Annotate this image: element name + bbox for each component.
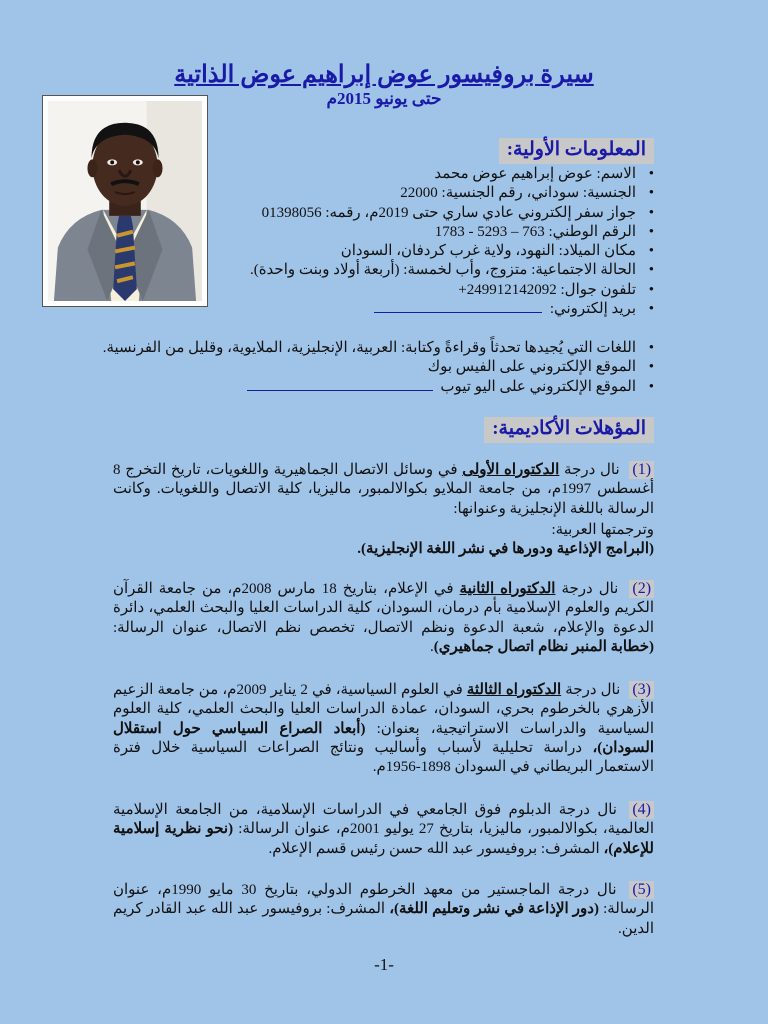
document-subtitle: حتى يونيو 2015م (326, 89, 442, 108)
email-link[interactable] (374, 300, 542, 313)
youtube-label: الموقع الإلكتروني على اليو تيوب (440, 378, 636, 395)
entry-1-details: في وسائل الاتصال الجماهيرية واللغويات، تاريخ التخرج 8 أغسطس 1997م، من جامعة الملايو بكوالالمبور، ماليزيا، كلية الاتصال واللغويات. وكانت الرسالة باللغة الإنجليزية وعنوانها: (113, 462, 654, 517)
entry-2-prefix: نال درجة (561, 581, 619, 597)
entry-number-1: (1) (629, 461, 654, 479)
entry-number-5: (5) (629, 881, 654, 899)
entry-3-thesis-title: (أبعاد الصراع السياسي حول استقلال السودان)، (113, 720, 655, 756)
academic-entry-3 (113, 681, 654, 777)
email-label: بريد إلكتروني: (549, 301, 636, 318)
entry-4-thesis-title: (نحو نظرية إسلامية للإعلام)، (113, 821, 654, 857)
entry-4-supervisor: المشرف: بروفيسور عبد الله حسن رئيس قسم الإعلام. (268, 840, 600, 857)
entry-4-details: نال درجة الدبلوم فوق الجامعي في الدراسات الإسلامية، من الجامعة الإسلامية العالمية، بكوالالمبور، ماليزيا، بتاريخ 27 يوليو 2001م، عنوان الرسالة: (113, 802, 654, 838)
entry-5-thesis-title: (دور الإذاعة في نشر وتعليم اللغة)، (389, 901, 599, 918)
list-item-languages: • اللغات التي يُجيدها تحدثاً وقراءةً وكتابة: العربية، الإنجليزية، الملايوية، وقليل من الفرنسية. (156, 339, 656, 358)
entry-5-supervisor: المشرف: بروفيسور عبد الله عبد القادر كريم الدين. (113, 901, 654, 937)
entry-1-translation-label: وترجمتها العربية: (551, 522, 654, 538)
extra-info-list (102, 339, 656, 397)
entry-5-details: نال درجة الماجستير من معهد الخرطوم الدولي، بتاريخ 30 مايو 1990م، عنوان الرسالة: (113, 882, 655, 918)
academic-entry-4 (113, 801, 654, 859)
academic-entry-1 (113, 461, 654, 519)
list-item-national-id: • الرقم الوطني: 763 – 5293 - 1783 (156, 223, 656, 242)
entry-2-end: . (430, 638, 434, 655)
page-number: -1- (374, 955, 394, 974)
entry-1-degree: الدكتوراه الأولى (462, 462, 560, 478)
list-item-mobile: • تلفون جوال: 249912142092+ (156, 281, 656, 300)
list-item-nationality: • الجنسية: سوداني، رقم الجنسية: 22000 (156, 184, 656, 203)
list-item-birthplace: • مكان الميلاد: النهود، ولاية غرب كردفان، السودان (156, 242, 656, 261)
entry-2-degree: الدكتوراه الثانية (459, 581, 556, 597)
entry-3-degree: الدكتوراه الثالثة (466, 682, 562, 698)
entry-2-details: في الإعلام، بتاريخ 18 مارس 2008م، من جامعة القرآن الكريم والعلوم الإسلامية بأم درمان، السودان، كلية الدراسات العليا والبحث العلمي، دائرة الدعوة والإعلام، شعبة الدعوة ونظم الاتصال، تخصص نظم الاتصال، عنوان الرسالة: (113, 581, 654, 636)
section-heading-academic: المؤهلات الأكاديمية: (484, 417, 654, 443)
entry-number-3: (3) (629, 681, 654, 699)
document-title: سيرة بروفيسور عوض إبراهيم عوض الذاتية (174, 62, 594, 88)
entry-2-thesis-title: (خطابة المنبر نظام اتصال جماهيري) (433, 638, 654, 655)
list-item-youtube (156, 378, 656, 397)
list-item-marital-status: • الحالة الاجتماعية: متزوج، وأب لخمسة: (أربعة أولاد وبنت واحدة). (156, 261, 656, 280)
list-item-name: • الاسم: عوض إبراهيم عوض محمد (156, 165, 656, 184)
list-item-email (156, 300, 656, 319)
basic-info-list (156, 165, 656, 319)
entry-3-details: في العلوم السياسية، في 2 يناير 2009م، من جامعة الزعيم الأزهري بالخرطوم بحري، السودان، عمادة الدراسات العليا والبحث العلمي، كلية العلوم السياسية والدراسات الاستراتيجية، بعنوان: (113, 682, 655, 737)
section-heading-basic-info: المعلومات الأولية: (499, 138, 654, 164)
academic-entry-5 (113, 881, 654, 939)
entry-number-2: (2) (629, 580, 654, 598)
academic-entry-2 (113, 580, 654, 657)
entry-1-thesis-title: (البرامج الإذاعية ودورها في نشر اللغة الإنجليزية). (357, 541, 654, 557)
list-item-facebook: • الموقع الإلكتروني على الفيس بوك (156, 358, 656, 377)
entry-number-4: (4) (629, 801, 654, 819)
youtube-link[interactable] (247, 378, 433, 391)
entry-3-prefix: نال درجة (565, 682, 621, 698)
list-item-passport: • جواز سفر إلكتروني عادي ساري حتى 2019م، رقمه: 01398056 (156, 204, 656, 223)
entry-3-description: دراسة تحليلية لأسباب وأساليب ونتائج الصراعات السياسية خلال فترة الاستعمار البريطاني في السودان 1898-1956م. (113, 739, 654, 776)
entry-1-prefix: نال درجة (564, 462, 620, 478)
